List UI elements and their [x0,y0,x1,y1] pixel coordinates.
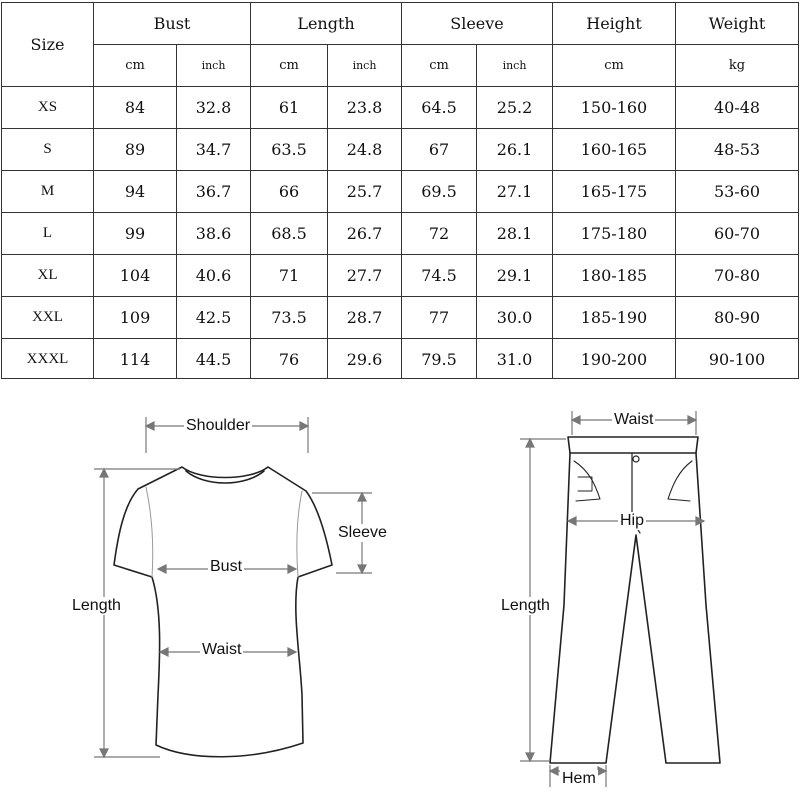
cell-bust-cm: 89 [124,140,146,159]
cell-sleeve-cm: 74.5 [421,266,457,285]
cell-sleeve-inch: 26.1 [496,140,533,159]
cell-size: XXL [32,309,63,325]
height-cm-unit: cm [604,58,624,73]
cell-height: 190-200 [580,350,648,369]
cell-bust-inch: 40.6 [195,266,232,285]
cell-bust-inch: 34.7 [195,140,232,159]
length-cm-unit: cm [279,58,299,73]
length-header: Length [297,14,355,33]
cell-bust-cm: 109 [119,308,151,327]
cell-length-inch: 28.7 [346,308,383,327]
cell-length-inch: 26.7 [346,224,383,243]
cell-length-cm: 68.5 [271,224,307,243]
cell-sleeve-inch: 30.0 [496,308,533,327]
cell-bust-inch: 32.8 [195,98,232,117]
cell-sleeve-inch: 29.1 [496,266,533,285]
cell-sleeve-cm: 67 [428,140,450,159]
cell-bust-cm: 84 [124,98,146,117]
cell-length-cm: 71 [278,266,300,285]
pants-waist-label: Waist [614,411,654,428]
length-label: Length [72,597,121,614]
waist-label: Waist [202,641,242,658]
weight-kg-unit: kg [728,58,746,73]
height-header: Height [586,14,642,33]
cell-bust-cm: 104 [119,266,151,285]
shoulder-label: Shoulder [186,417,251,434]
cell-height: 175-180 [580,224,648,243]
sleeve-header: Sleeve [450,14,504,33]
cell-weight: 48-53 [713,140,761,159]
cell-sleeve-inch: 27.1 [496,182,533,201]
cell-size: L [42,225,53,241]
cell-sleeve-inch: 28.1 [496,224,533,243]
cell-length-inch: 24.8 [346,140,383,159]
cell-size: S [43,141,52,157]
hip-label: Hip [620,512,645,529]
shirt-illustration [0,395,400,800]
cell-size: XS [37,99,58,115]
sleeve-inch-unit: inch [502,59,527,72]
cell-height: 185-190 [580,308,648,327]
bust-inch-unit: inch [201,59,226,72]
weight-header: Weight [708,14,766,33]
cell-weight: 40-48 [713,98,761,117]
sleeve-cm-unit: cm [429,58,449,73]
cell-height: 150-160 [580,98,648,117]
cell-length-inch: 25.7 [346,182,383,201]
hem-label: Hem [562,770,596,787]
cell-weight: 90-100 [708,350,766,369]
shirt-measurement-diagram [0,395,400,800]
cell-length-inch: 27.7 [346,266,383,285]
cell-sleeve-cm: 77 [428,308,450,327]
cell-weight: 60-70 [713,224,761,243]
pants-measurement-diagram [400,395,800,800]
cell-bust-inch: 38.6 [195,224,232,243]
pants-outline [550,453,720,763]
cell-size: M [40,183,55,199]
cell-height: 165-175 [580,182,648,201]
cell-length-cm: 73.5 [271,308,307,327]
cell-sleeve-cm: 64.5 [421,98,457,117]
cell-length-inch: 23.8 [346,98,383,117]
cell-weight: 53-60 [713,182,761,201]
cell-bust-inch: 44.5 [195,350,232,369]
cell-length-cm: 76 [278,350,300,369]
length-inch-unit: inch [352,59,377,72]
cell-height: 160-165 [580,140,648,159]
pants-illustration [400,395,800,800]
cell-sleeve-inch: 31.0 [496,350,533,369]
size-header: Size [30,35,65,54]
cell-sleeve-inch: 25.2 [496,98,533,117]
cell-size: XXXL [26,351,69,367]
bust-header: Bust [153,14,191,33]
cell-length-cm: 61 [278,98,300,117]
cell-bust-cm: 114 [119,350,151,369]
cell-height: 180-185 [580,266,648,285]
cell-length-cm: 66 [278,182,300,201]
cell-bust-cm: 94 [124,182,146,201]
cell-bust-inch: 36.7 [195,182,232,201]
cell-sleeve-cm: 72 [428,224,450,243]
cell-size: XL [37,267,58,283]
cell-length-inch: 29.6 [346,350,383,369]
sleeve-label: Sleeve [338,524,387,541]
pants-length-label: Length [501,597,550,614]
bust-cm-unit: cm [125,58,145,73]
size-chart-table [0,0,800,380]
bust-label: Bust [210,558,243,575]
cell-bust-inch: 42.5 [195,308,232,327]
cell-bust-cm: 99 [124,224,146,243]
cell-length-cm: 63.5 [271,140,307,159]
cell-weight: 70-80 [713,266,761,285]
cell-weight: 80-90 [713,308,761,327]
cell-sleeve-cm: 69.5 [421,182,457,201]
cell-sleeve-cm: 79.5 [421,350,457,369]
